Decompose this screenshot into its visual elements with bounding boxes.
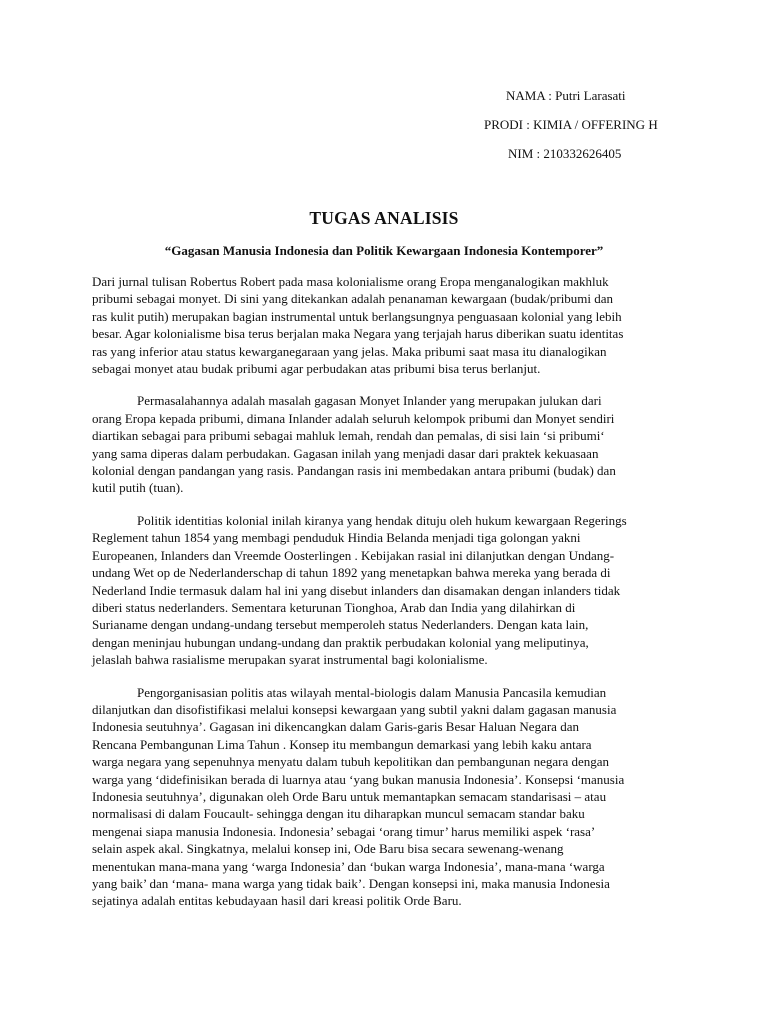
- text-line: Politik identitias kolonial inilah kiranya yang hendak dituju oleh hukum kewargaan Regerings: [137, 512, 627, 528]
- text-line: Dari jurnal tulisan Robertus Robert pada masa kolonialisme orang Eropa menganalogikan makhluk: [92, 274, 609, 289]
- document-subtitle: “Gagasan Manusia Indonesia dan Politik Kewargaan Indonesia Kontemporer”: [164, 243, 604, 258]
- text-line: Pengorganisasian politis atas wilayah mental-biologis dalam Manusia Pancasila kemudian: [137, 684, 607, 700]
- text-line: diberi status nederlanders. Sementara keturunan Tionghoa, Arab dan India yang dilahirkan di: [92, 599, 576, 615]
- text-line: yang sama diperas dalam perbudakan. Gagasan inilah yang menjadi dasar dari praktek kekuasaan: [92, 445, 599, 461]
- text-line: selain aspek akal. Singkatnya, melalui konsep ini, Ode Baru bisa secara sewenang-wenang: [92, 841, 564, 857]
- text-line: Nederland Indie termasuk dalam hal ini yang disebut inlanders dan disamakan dengan inlanders tidak: [92, 582, 621, 598]
- text-line: dengan meninjau hubungan undang-undang dan praktik perbudakan kolonial yang meliputinya,: [92, 634, 589, 650]
- text-line: undang Wet op de Nederlanderschap di tahun 1892 yang menetapkan bahwa mereka yang berada di: [92, 565, 611, 581]
- text-line: Permasalahannya adalah masalah gagasan Monyet Inlander yang merupakan julukan dari: [137, 393, 602, 409]
- text-line: sebagai monyet atau budak pribumi agar perbudakan atas pribumi bisa terus berlanjut.: [92, 361, 541, 377]
- text-line: pribumi sebagai monyet. Di sini yang ditekankan adalah penanaman kewargaan (budak/pribumi dan: [92, 291, 614, 307]
- text-line: warga yang ‘didefinisikan berada di luarnya atau ‘yang bukan manusia Indonesia’. Konsepsi ‘manusia: [92, 771, 625, 787]
- paragraph-1: [92, 273, 680, 377]
- text-line: dilanjutkan dan disofistifikasi melalui konsepsi kewargaan yang subtil yakni dalam gagasan manusia: [92, 701, 617, 717]
- text-line: Rencana Pembangunan Lima Tahun . Konsep itu membangun demarkasi yang lebih kaku antara: [92, 736, 592, 752]
- text-line: mengenai siapa manusia Indonesia. Indonesia’ sebagai ‘orang timur’ harus memiliki aspek ‘rasa’: [92, 823, 596, 839]
- text-line: ras kulit putih) merupakan bagian instrumental untuk berlangsungnya penguasaan kolonial yang lebih: [92, 308, 622, 324]
- text-line: menentukan mana-mana yang ‘warga Indonesia’ dan ‘bukan warga Indonesia’, mana-mana ‘warga: [92, 858, 605, 874]
- paragraph-4: [92, 684, 680, 910]
- student-name: NAMA : Putri Larasati: [506, 88, 626, 103]
- text-line: jelaslah bahwa rasialisme merupakan syarat instrumental bagi kolonialisme.: [92, 652, 488, 668]
- text-line: yang baik’ dan ‘mana- mana warga yang tidak baik’. Dengan konsepsi ini, maka manusia Indonesia: [92, 876, 610, 891]
- text-line: Indonesia seutuhnya’. Gagasan ini dikencangkan dalam Garis-garis Besar Haluan Negara dan: [92, 719, 579, 735]
- text-line: Surianame dengan undang-undang tersebut memperoleh status Nederlanders. Dengan kata lain,: [92, 617, 589, 633]
- study-program: PRODI : KIMIA / OFFERING H: [484, 117, 658, 132]
- document-body: [92, 273, 680, 925]
- text-line: kolonial dengan pandangan yang rasis. Pandangan rasis ini membedakan antara pribumi (budak) dan: [92, 463, 616, 479]
- document-title: TUGAS ANALISIS: [309, 208, 459, 228]
- text-line: kutil putih (tuan).: [92, 480, 184, 496]
- text-line: Europeanen, Inlanders dan Vreemde Oosterlingen . Kebijakan rasial ini dilanjutkan dengan Undang-: [92, 547, 615, 563]
- paragraph-2: [92, 392, 680, 496]
- text-line: besar. Agar kolonialisme bisa terus berjalan maka Negara yang terjajah harus diberikan suatu identitas: [92, 326, 624, 342]
- text-line: ras yang inferior atau status kewarganegaraan yang jelas. Maka pribumi saat masa itu dianalogikan: [92, 343, 607, 359]
- text-line: diartikan sebagai para pribumi sebagai mahluk lemah, rendah dan pemalas, di sisi lain ‘si pribumi‘: [92, 428, 605, 444]
- text-line: Reglement tahun 1854 yang membagi penduduk Hindia Belanda menjadi tiga golongan yakni: [92, 530, 581, 546]
- text-line: warga negara yang sepenuhnya menyatu dalam tubuh kepolitikan dan pembangunan negara dengan: [92, 754, 610, 770]
- paragraph-3: [92, 512, 680, 669]
- text-line: Indonesia seutuhnya’, digunakan oleh Orde Baru untuk memantapkan semacam standarisasi – atau: [92, 788, 607, 804]
- text-line: orang Eropa kepada pribumi, dimana Inlander adalah seluruh kelompok pribumi dan Monyet sendiri: [92, 410, 615, 426]
- text-line: normalisasi di dalam Foucault- sehingga dengan itu diharapkan muncul semacam standar baku: [92, 806, 585, 822]
- student-id-number: NIM : 210332626405: [508, 146, 622, 161]
- text-line: sejatinya adalah entitas kebudayaan hasil dari kreasi politik Orde Baru.: [92, 893, 462, 909]
